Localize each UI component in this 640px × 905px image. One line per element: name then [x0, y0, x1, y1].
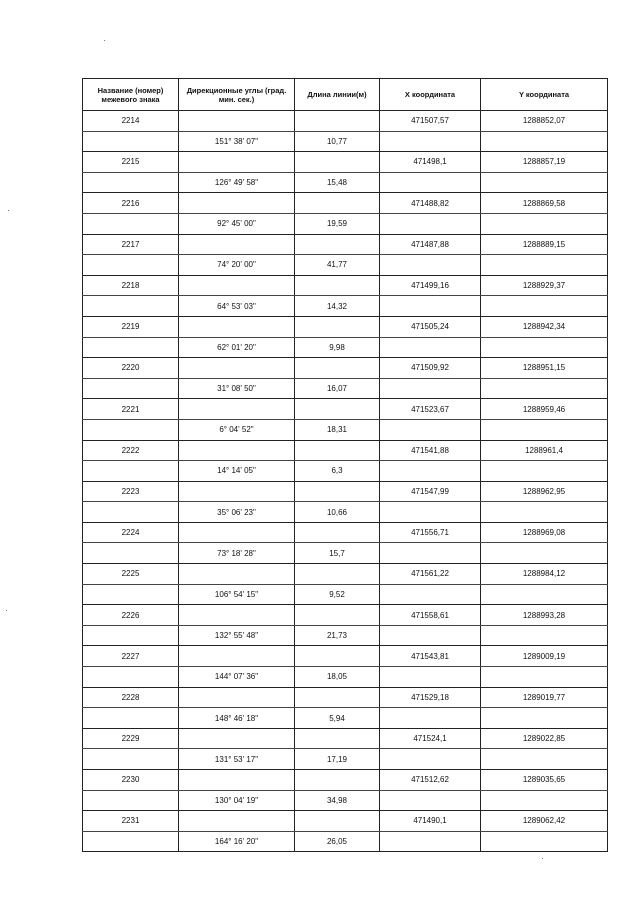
- x-coordinate-cell: 471547,99: [380, 481, 481, 502]
- mark-name-cell: 2221: [83, 399, 179, 420]
- empty-cell: [295, 316, 380, 337]
- empty-cell: [179, 440, 295, 461]
- empty-cell: [481, 831, 608, 852]
- x-coordinate-cell: 471505,24: [380, 316, 481, 337]
- x-coordinate-cell: 471509,92: [380, 358, 481, 379]
- table-row: [83, 234, 608, 255]
- empty-cell: [295, 605, 380, 626]
- empty-cell: [481, 255, 608, 276]
- table-row: [83, 481, 608, 502]
- line-length-cell: 14,32: [295, 296, 380, 317]
- empty-cell: [179, 646, 295, 667]
- line-length-cell: 15,48: [295, 172, 380, 193]
- empty-cell: [380, 543, 481, 564]
- empty-cell: [179, 564, 295, 585]
- table-row: [83, 770, 608, 791]
- empty-cell: [295, 440, 380, 461]
- table-row: [83, 461, 608, 482]
- y-coordinate-cell: 1288942,34: [481, 316, 608, 337]
- empty-cell: [295, 193, 380, 214]
- x-coordinate-cell: 471561,22: [380, 564, 481, 585]
- table-row: [83, 522, 608, 543]
- table-row: [83, 831, 608, 852]
- table-row: [83, 584, 608, 605]
- empty-cell: [481, 337, 608, 358]
- x-coordinate-cell: 471487,88: [380, 234, 481, 255]
- table-row: [83, 172, 608, 193]
- y-coordinate-cell: 1288984,12: [481, 564, 608, 585]
- empty-cell: [179, 481, 295, 502]
- empty-cell: [481, 749, 608, 770]
- x-coordinate-cell: 471556,71: [380, 522, 481, 543]
- mark-name-cell: 2227: [83, 646, 179, 667]
- table-row: [83, 502, 608, 523]
- x-coordinate-cell: 471498,1: [380, 152, 481, 173]
- line-length-cell: 18,31: [295, 419, 380, 440]
- scan-speck: [542, 858, 543, 859]
- direction-angle-cell: 148° 46' 18": [179, 708, 295, 729]
- mark-name-cell: 2224: [83, 522, 179, 543]
- table-row: [83, 358, 608, 379]
- y-coordinate-cell: 1289035,65: [481, 770, 608, 791]
- line-length-cell: 17,19: [295, 749, 380, 770]
- empty-cell: [179, 358, 295, 379]
- y-coordinate-cell: 1288959,46: [481, 399, 608, 420]
- table-row: [83, 296, 608, 317]
- empty-cell: [295, 481, 380, 502]
- line-length-cell: 10,66: [295, 502, 380, 523]
- empty-cell: [481, 502, 608, 523]
- y-coordinate-cell: 1288962,95: [481, 481, 608, 502]
- x-coordinate-cell: 471499,16: [380, 275, 481, 296]
- direction-angle-cell: 73° 18' 28": [179, 543, 295, 564]
- y-coordinate-cell: 1288969,08: [481, 522, 608, 543]
- empty-cell: [179, 111, 295, 132]
- y-coordinate-cell: 1289022,85: [481, 728, 608, 749]
- empty-cell: [481, 213, 608, 234]
- empty-cell: [481, 543, 608, 564]
- empty-cell: [380, 831, 481, 852]
- empty-cell: [380, 749, 481, 770]
- direction-angle-cell: 132° 55' 48": [179, 625, 295, 646]
- x-coordinate-cell: 471543,81: [380, 646, 481, 667]
- table-header-row: [83, 79, 608, 111]
- empty-cell: [295, 687, 380, 708]
- table-row: [83, 378, 608, 399]
- y-coordinate-cell: 1288993,28: [481, 605, 608, 626]
- empty-cell: [83, 790, 179, 811]
- empty-cell: [481, 419, 608, 440]
- empty-cell: [380, 255, 481, 276]
- empty-cell: [380, 502, 481, 523]
- empty-cell: [83, 337, 179, 358]
- y-coordinate-cell: 1288852,07: [481, 111, 608, 132]
- empty-cell: [83, 831, 179, 852]
- mark-name-cell: 2223: [83, 481, 179, 502]
- empty-cell: [481, 131, 608, 152]
- empty-cell: [83, 296, 179, 317]
- empty-cell: [295, 399, 380, 420]
- mark-name-cell: 2225: [83, 564, 179, 585]
- empty-cell: [83, 461, 179, 482]
- scan-speck: [8, 210, 9, 211]
- boundary-table-sheet: [82, 78, 602, 852]
- mark-name-cell: 2230: [83, 770, 179, 791]
- x-coordinate-cell: 471507,57: [380, 111, 481, 132]
- empty-cell: [481, 172, 608, 193]
- empty-cell: [179, 605, 295, 626]
- x-coordinate-cell: 471490,1: [380, 811, 481, 832]
- direction-angle-cell: 106° 54' 15": [179, 584, 295, 605]
- direction-angle-cell: 151° 38' 07": [179, 131, 295, 152]
- line-length-cell: 26,05: [295, 831, 380, 852]
- mark-name-cell: 2219: [83, 316, 179, 337]
- direction-angle-cell: 31° 08' 50": [179, 378, 295, 399]
- empty-cell: [481, 296, 608, 317]
- empty-cell: [83, 378, 179, 399]
- line-length-cell: 5,94: [295, 708, 380, 729]
- empty-cell: [380, 461, 481, 482]
- table-row: [83, 440, 608, 461]
- empty-cell: [380, 213, 481, 234]
- direction-angle-cell: 92° 45' 00": [179, 213, 295, 234]
- boundary-coordinates-table: [82, 78, 608, 852]
- x-coordinate-cell: 471512,62: [380, 770, 481, 791]
- empty-cell: [380, 419, 481, 440]
- direction-angle-cell: 131° 53' 17": [179, 749, 295, 770]
- line-length-cell: 15,7: [295, 543, 380, 564]
- y-coordinate-cell: 1288929,37: [481, 275, 608, 296]
- empty-cell: [179, 770, 295, 791]
- header-direction-angle: Дирекционные углы (град. мин. сек.): [179, 79, 295, 111]
- mark-name-cell: 2220: [83, 358, 179, 379]
- table-body: [83, 111, 608, 852]
- table-row: [83, 316, 608, 337]
- line-length-cell: 9,52: [295, 584, 380, 605]
- table-row: [83, 790, 608, 811]
- empty-cell: [179, 728, 295, 749]
- empty-cell: [83, 625, 179, 646]
- empty-cell: [295, 811, 380, 832]
- line-length-cell: 18,05: [295, 667, 380, 688]
- mark-name-cell: 2216: [83, 193, 179, 214]
- x-coordinate-cell: 471523,67: [380, 399, 481, 420]
- scan-speck: [104, 40, 105, 41]
- header-y-coordinate: Y координата: [481, 79, 608, 111]
- empty-cell: [179, 811, 295, 832]
- empty-cell: [380, 708, 481, 729]
- empty-cell: [179, 234, 295, 255]
- table-row: [83, 605, 608, 626]
- empty-cell: [295, 152, 380, 173]
- direction-angle-cell: 144° 07' 36": [179, 667, 295, 688]
- table-row: [83, 399, 608, 420]
- empty-cell: [380, 296, 481, 317]
- y-coordinate-cell: 1289062,42: [481, 811, 608, 832]
- header-mark-name: Название (номер) межевого знака: [83, 79, 179, 111]
- mark-name-cell: 2217: [83, 234, 179, 255]
- empty-cell: [380, 337, 481, 358]
- x-coordinate-cell: 471488,82: [380, 193, 481, 214]
- line-length-cell: 34,98: [295, 790, 380, 811]
- empty-cell: [179, 316, 295, 337]
- scan-speck: [6, 610, 7, 611]
- y-coordinate-cell: 1288857,19: [481, 152, 608, 173]
- mark-name-cell: 2231: [83, 811, 179, 832]
- header-line-length: Длина линии(м): [295, 79, 380, 111]
- empty-cell: [380, 584, 481, 605]
- empty-cell: [83, 131, 179, 152]
- mark-name-cell: 2222: [83, 440, 179, 461]
- table-row: [83, 728, 608, 749]
- table-row: [83, 687, 608, 708]
- y-coordinate-cell: 1289019,77: [481, 687, 608, 708]
- empty-cell: [83, 708, 179, 729]
- empty-cell: [179, 275, 295, 296]
- empty-cell: [179, 522, 295, 543]
- empty-cell: [481, 708, 608, 729]
- y-coordinate-cell: 1288869,58: [481, 193, 608, 214]
- empty-cell: [83, 255, 179, 276]
- direction-angle-cell: 14° 14' 05": [179, 461, 295, 482]
- mark-name-cell: 2226: [83, 605, 179, 626]
- direction-angle-cell: 35° 06' 23": [179, 502, 295, 523]
- line-length-cell: 16,07: [295, 378, 380, 399]
- empty-cell: [83, 584, 179, 605]
- line-length-cell: 10,77: [295, 131, 380, 152]
- empty-cell: [481, 584, 608, 605]
- empty-cell: [295, 646, 380, 667]
- empty-cell: [295, 234, 380, 255]
- table-row: [83, 152, 608, 173]
- x-coordinate-cell: 471558,61: [380, 605, 481, 626]
- y-coordinate-cell: 1288889,15: [481, 234, 608, 255]
- empty-cell: [295, 275, 380, 296]
- empty-cell: [380, 790, 481, 811]
- empty-cell: [179, 152, 295, 173]
- empty-cell: [83, 419, 179, 440]
- line-length-cell: 21,73: [295, 625, 380, 646]
- table-row: [83, 811, 608, 832]
- empty-cell: [481, 625, 608, 646]
- line-length-cell: 19,59: [295, 213, 380, 234]
- line-length-cell: 41,77: [295, 255, 380, 276]
- empty-cell: [295, 564, 380, 585]
- empty-cell: [481, 667, 608, 688]
- empty-cell: [179, 687, 295, 708]
- empty-cell: [481, 461, 608, 482]
- empty-cell: [380, 172, 481, 193]
- direction-angle-cell: 62° 01' 20": [179, 337, 295, 358]
- empty-cell: [380, 131, 481, 152]
- empty-cell: [295, 770, 380, 791]
- y-coordinate-cell: 1288961,4: [481, 440, 608, 461]
- line-length-cell: 6,3: [295, 461, 380, 482]
- table-row: [83, 419, 608, 440]
- x-coordinate-cell: 471529,18: [380, 687, 481, 708]
- empty-cell: [83, 213, 179, 234]
- line-length-cell: 9,98: [295, 337, 380, 358]
- mark-name-cell: 2229: [83, 728, 179, 749]
- x-coordinate-cell: 471524,1: [380, 728, 481, 749]
- table-row: [83, 708, 608, 729]
- table-row: [83, 564, 608, 585]
- mark-name-cell: 2218: [83, 275, 179, 296]
- table-row: [83, 213, 608, 234]
- empty-cell: [380, 667, 481, 688]
- empty-cell: [295, 111, 380, 132]
- table-row: [83, 275, 608, 296]
- empty-cell: [179, 193, 295, 214]
- direction-angle-cell: 64° 53' 03": [179, 296, 295, 317]
- header-x-coordinate: X координата: [380, 79, 481, 111]
- empty-cell: [83, 502, 179, 523]
- table-row: [83, 667, 608, 688]
- empty-cell: [380, 378, 481, 399]
- y-coordinate-cell: 1289009,19: [481, 646, 608, 667]
- empty-cell: [295, 728, 380, 749]
- direction-angle-cell: 164° 16' 20": [179, 831, 295, 852]
- direction-angle-cell: 74° 20' 00": [179, 255, 295, 276]
- table-row: [83, 131, 608, 152]
- direction-angle-cell: 130° 04' 19": [179, 790, 295, 811]
- x-coordinate-cell: 471541,88: [380, 440, 481, 461]
- empty-cell: [179, 399, 295, 420]
- direction-angle-cell: 126° 49' 58": [179, 172, 295, 193]
- mark-name-cell: 2228: [83, 687, 179, 708]
- empty-cell: [380, 625, 481, 646]
- table-row: [83, 193, 608, 214]
- empty-cell: [83, 749, 179, 770]
- table-row: [83, 255, 608, 276]
- empty-cell: [481, 378, 608, 399]
- empty-cell: [295, 358, 380, 379]
- table-row: [83, 625, 608, 646]
- y-coordinate-cell: 1288951,15: [481, 358, 608, 379]
- table-row: [83, 337, 608, 358]
- empty-cell: [83, 543, 179, 564]
- empty-cell: [83, 667, 179, 688]
- empty-cell: [481, 790, 608, 811]
- empty-cell: [83, 172, 179, 193]
- table-row: [83, 111, 608, 132]
- mark-name-cell: 2214: [83, 111, 179, 132]
- table-row: [83, 543, 608, 564]
- table-row: [83, 749, 608, 770]
- table-row: [83, 646, 608, 667]
- mark-name-cell: 2215: [83, 152, 179, 173]
- empty-cell: [295, 522, 380, 543]
- direction-angle-cell: 6° 04' 52": [179, 419, 295, 440]
